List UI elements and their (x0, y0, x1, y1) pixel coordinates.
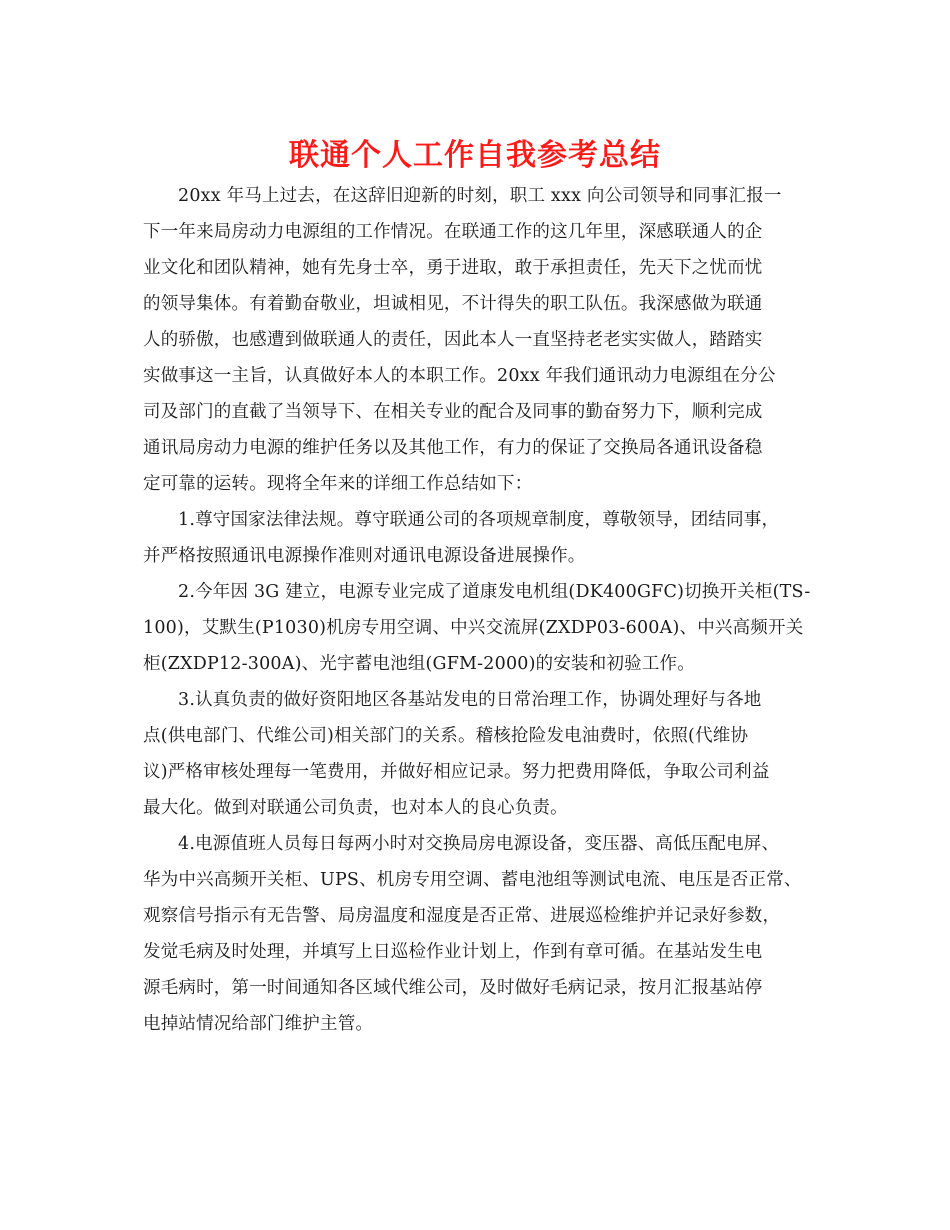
text-line: 1.尊守国家法律法规。尊守联通公司的各项规章制度，尊敬领导，团结同事， (178, 510, 780, 530)
text-line: 100)，艾默生(P1030)机房专用空调、中兴交流屏(ZXDP03-600A)、中兴高频开关 (143, 618, 804, 638)
text-line: 华为中兴高频开关柜、UPS、机房专用空调、蓄电池组等测试电流、电压是否正常、 (143, 870, 802, 890)
text-line: 发觉毛病及时处理，并填写上日巡检作业计划上，作到有章可循。在基站发生电 (143, 942, 763, 962)
text-line: 最大化。做到对联通公司负责，也对本人的良心负责。 (143, 798, 568, 818)
text-line: 点(供电部门、代维公司)相关部门的关系。稽核抢险发电油费时，依照(代维协 (143, 726, 749, 746)
text-line: 4.电源值班人员每日每两小时对交换局房电源设备，变压器、高低压配电屏、 (178, 834, 780, 854)
text-line: 业文化和团队精神，她有先身士卒，勇于进取，敢于承担责任，先天下之忧而忧 (143, 258, 763, 278)
text-line: 司及部门的直截了当领导下、在相关专业的配合及同事的勤奋努力下，顺利完成 (143, 402, 763, 422)
text-line: 柜(ZXDP12-300A)、光宇蓄电池组(GFM-2000)的安装和初验工作。 (143, 654, 695, 674)
text-line: 电掉站情况给部门维护主管。 (143, 1014, 374, 1034)
text-line: 并严格按照通讯电源操作准则对通讯电源设备进展操作。 (143, 546, 586, 566)
text-line: 2.今年因 3G 建立，电源专业完成了道康发电机组(DK400GFC)切换开关柜(TS- (178, 582, 811, 602)
text-line: 通讯局房动力电源的维护任务以及其他工作，有力的保证了交换局各通讯设备稳 (143, 438, 763, 458)
text-line: 定可靠的运转。现将全年来的详细工作总结如下： (143, 474, 533, 494)
text-line: 人的骄傲，也感遭到做联通人的责任，因此本人一直坚持老老实实做人，踏踏实 (143, 330, 763, 350)
text-line: 下一年来局房动力电源组的工作情况。在联通工作的这几年里，深感联通人的企 (143, 222, 763, 242)
text-line: 20xx 年马上过去，在这辞旧迎新的时刻，职工 xxx 向公司领导和同事汇报一 (178, 186, 782, 206)
text-line: 实做事这一主旨，认真做好本人的本职工作。20xx 年我们通讯动力电源组在分公 (143, 366, 776, 386)
text-line: 3.认真负责的做好资阳地区各基站发电的日常治理工作，协调处理好与各地 (178, 690, 762, 710)
text-line: 观察信号指示有无告警、局房温度和湿度是否正常、进展巡检维护并记录好参数， (143, 906, 781, 926)
document-title: 联通个人工作自我参考总结 (289, 138, 661, 173)
text-line: 的领导集体。有着勤奋敬业，坦诚相见，不计得失的职工队伍。我深感做为联通 (143, 294, 763, 314)
text-line: 议)严格审核处理每一笔费用，并做好相应记录。努力把费用降低，争取公司利益 (143, 762, 770, 782)
text-line: 源毛病时，第一时间通知各区域代维公司，及时做好毛病记录，按月汇报基站停 (143, 978, 763, 998)
